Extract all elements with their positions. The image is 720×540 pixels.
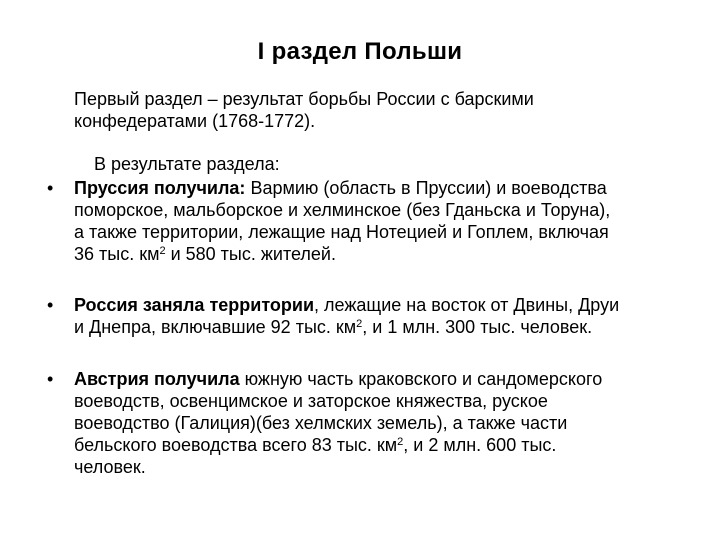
bullet-line: человек. bbox=[74, 457, 146, 477]
bullet-bold-lead: Австрия получила bbox=[74, 369, 240, 389]
bullet-austria bbox=[47, 368, 694, 478]
bullet-marker: • bbox=[47, 178, 54, 198]
bullet-text: , и 2 млн. 600 тыс. bbox=[403, 435, 557, 455]
bullet-line: воеводство (Галиция)(без хелмских земель), а также части bbox=[74, 413, 568, 433]
bullet-text: , и 1 млн. 300 тыс. человек. bbox=[362, 317, 593, 337]
bullet-text: и 580 тыс. жителей. bbox=[165, 244, 336, 264]
bullet-text: 36 тыс. км bbox=[74, 244, 160, 264]
bullet-bold-lead: Россия заняла территории bbox=[74, 295, 315, 315]
bullet-line bbox=[74, 434, 694, 456]
superscript: 2 bbox=[397, 436, 404, 448]
bullet-russia bbox=[47, 294, 694, 338]
bullet-line: воеводств, освенцимское и заторское княжества, руское bbox=[74, 391, 548, 411]
intro-line: Первый раздел – результат борьбы России с барскими bbox=[74, 89, 534, 109]
bullet-line bbox=[74, 177, 694, 199]
intro-paragraph bbox=[74, 88, 674, 132]
bullet-text: и Днепра, включавшие 92 тыс. км bbox=[74, 317, 357, 337]
bullet-line: а также территории, лежащие над Нотецией и Гоплем, включая bbox=[74, 222, 609, 242]
result-heading: В результате раздела: bbox=[94, 154, 280, 174]
bullet-marker: • bbox=[47, 369, 54, 389]
bullet-line bbox=[74, 368, 694, 390]
bullet-text: южную часть краковского и сандомерского bbox=[239, 369, 603, 389]
bullet-marker: • bbox=[47, 295, 54, 315]
bullet-line bbox=[74, 243, 694, 265]
bullet-prussia bbox=[47, 177, 694, 265]
bullet-text: , лежащие на восток от Двины, Друи bbox=[314, 295, 620, 315]
page-title: I раздел Польши bbox=[257, 38, 463, 65]
superscript: 2 bbox=[356, 318, 363, 330]
bullet-line: поморское, мальборское и хелминское (без Гданьска и Торуна), bbox=[74, 200, 611, 220]
intro-line: конфедератами (1768-1772). bbox=[74, 111, 316, 131]
bullet-text: бельского воеводства всего 83 тыс. км bbox=[74, 435, 398, 455]
bullet-bold-lead: Пруссия получила: bbox=[74, 178, 246, 198]
bullet-line bbox=[74, 316, 694, 338]
bullet-text: Вармию (область в Пруссии) и воеводства bbox=[245, 178, 607, 198]
bullet-line bbox=[74, 294, 694, 316]
superscript: 2 bbox=[159, 245, 166, 257]
